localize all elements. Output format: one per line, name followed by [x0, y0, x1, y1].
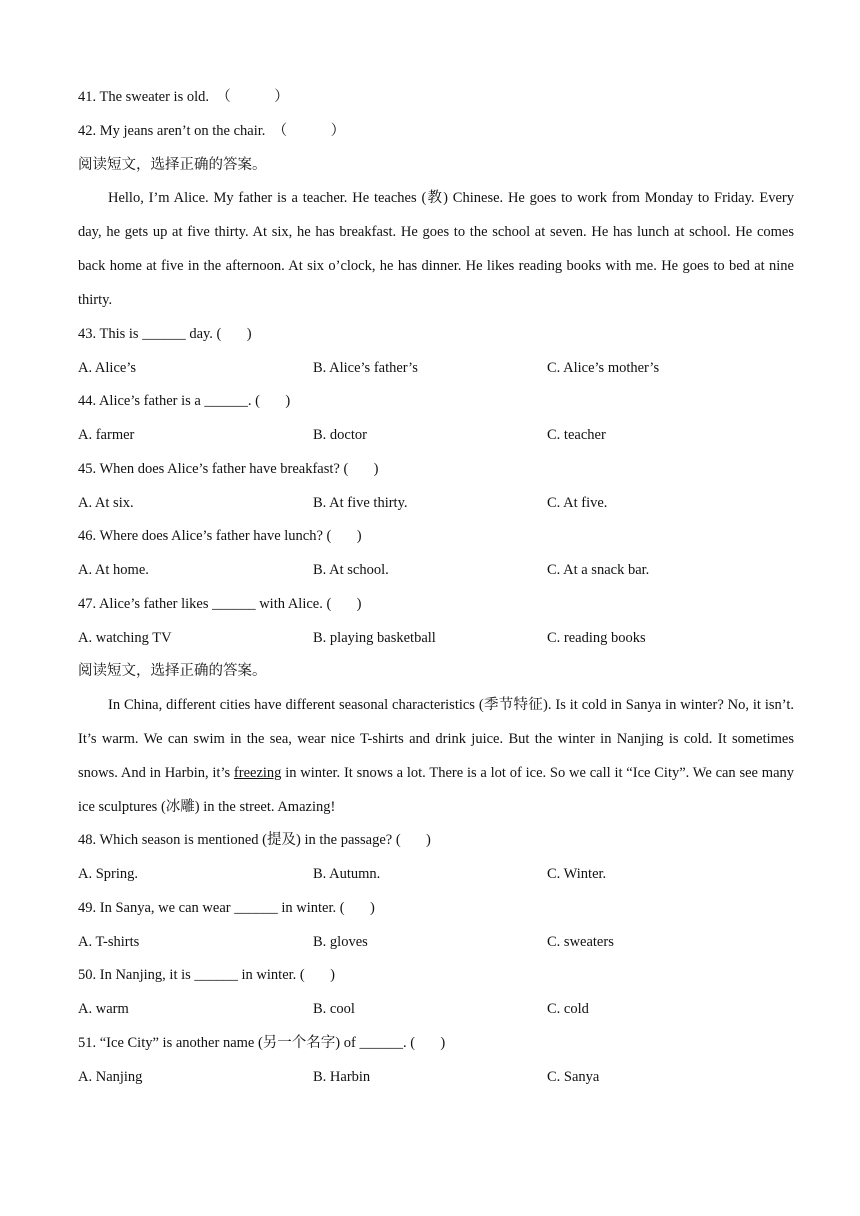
q48-option-b: B. Autumn.	[313, 866, 381, 882]
question-48: 48. Which season is mentioned (提及) in the passage? ( )	[78, 832, 431, 848]
question-50: 50. In Nanjing, it is ______ in winter. ( )	[78, 967, 335, 983]
question-49: 49. In Sanya, we can wear ______ in winter. ( )	[78, 900, 375, 916]
q45-option-a: A. At six.	[78, 495, 134, 511]
q51-option-b: B. Harbin	[313, 1069, 371, 1085]
section1-passage-text: Hello, I’m Alice. My father is a teacher. He teaches (教) Chinese. He goes to work from Monday to Friday. Every day, he gets up at five thirty. At six, he has breakfast. He goes to the school at seven. He has lunch at school. He comes back home at five in the afternoon. At six o’clock, he has dinner. He likes reading books with me. He goes to bed at nine thirty.	[78, 190, 794, 308]
q47-option-c: C. reading books	[547, 630, 646, 646]
q46-option-c: C. At a snack bar.	[547, 562, 650, 578]
q50-option-b: B. cool	[313, 1001, 355, 1017]
q44-option-c: C. teacher	[547, 427, 606, 443]
question-44: 44. Alice’s father is a ______. ( )	[78, 393, 291, 409]
question-47: 47. Alice’s father likes ______ with Alice. ( )	[78, 596, 362, 612]
section2-passage-before: In China, different cities have different seasonal characteristics (季节特征). Is it cold in Sanya in winter? No, it isn’t. It’s warm. We can swim in the sea, wear nice T-shirts and drink juice. But the winter in Nanjing is cold. It sometimes snows. And in Harbin, it’s	[78, 697, 794, 781]
underlined-word: freezing	[233, 765, 282, 781]
q50-option-a: A. warm	[78, 1001, 129, 1017]
section1-passage	[78, 181, 794, 317]
q49-option-c: C. sweaters	[547, 934, 614, 950]
q46-option-a: A. At home.	[78, 562, 149, 578]
question-41: 41. The sweater is old. （ ）	[78, 89, 289, 105]
q48-option-a: A. Spring.	[78, 866, 139, 882]
q43-option-c: C. Alice’s mother’s	[547, 360, 660, 376]
section2-passage-after: in winter. It snows a lot. There is a lot of ice. So we call it “Ice City”. We can see many ice sculptures (冰雕) in the street. Amazing!	[78, 765, 795, 815]
q51-option-a: A. Nanjing	[78, 1069, 143, 1085]
section2-passage	[78, 688, 794, 824]
q44-option-a: A. farmer	[78, 427, 135, 443]
q43-option-b: B. Alice’s father’s	[313, 360, 418, 376]
q45-option-c: C. At five.	[547, 495, 608, 511]
question-46: 46. Where does Alice’s father have lunch? ( )	[78, 528, 362, 544]
question-43: 43. This is ______ day. ( )	[78, 326, 252, 342]
q48-option-c: C. Winter.	[547, 866, 607, 882]
section2-instruction: 阅读短文，选择正确的答案。	[78, 663, 267, 679]
q44-option-b: B. doctor	[313, 427, 367, 443]
q45-option-b: B. At five thirty.	[313, 495, 408, 511]
q50-option-c: C. cold	[547, 1001, 589, 1017]
q47-option-b: B. playing basketball	[313, 630, 436, 646]
q46-option-b: B. At school.	[313, 562, 389, 578]
q49-option-a: A. T-shirts	[78, 934, 140, 950]
question-45: 45. When does Alice’s father have breakfast? ( )	[78, 461, 379, 477]
q51-option-c: C. Sanya	[547, 1069, 600, 1085]
q47-option-a: A. watching TV	[78, 630, 172, 646]
q49-option-b: B. gloves	[313, 934, 368, 950]
section1-instruction: 阅读短文，选择正确的答案。	[78, 157, 267, 173]
question-42: 42. My jeans aren’t on the chair. （ ）	[78, 123, 346, 139]
question-51: 51. “Ice City” is another name (另一个名字) of ______. ( )	[78, 1035, 446, 1051]
q43-option-a: A. Alice’s	[78, 360, 136, 376]
